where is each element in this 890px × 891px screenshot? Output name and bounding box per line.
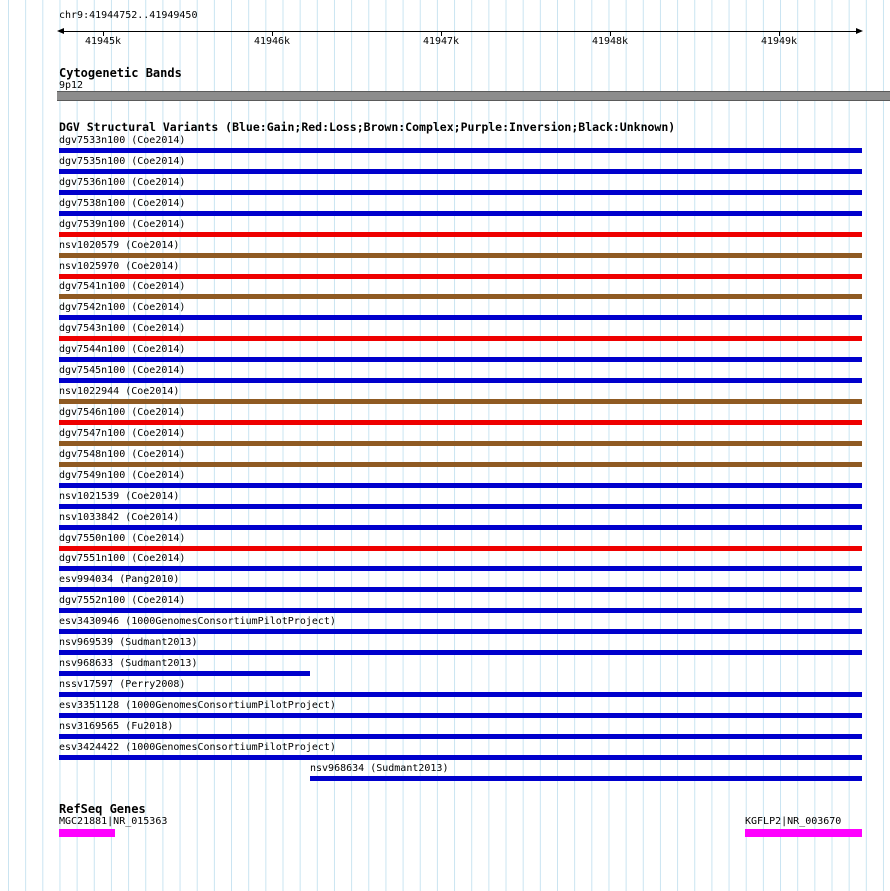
variant-bar[interactable] (59, 441, 862, 446)
variant-row (59, 573, 862, 594)
variant-bar[interactable] (59, 587, 862, 592)
gene-bar[interactable] (59, 829, 115, 837)
ruler-tick (253, 32, 291, 47)
variant-row (59, 260, 862, 281)
variant-row (59, 762, 862, 783)
variant-label[interactable]: nsv1020579 (Coe2014) (59, 239, 180, 251)
variant-label[interactable]: dgv7538n100 (Coe2014) (59, 197, 186, 209)
ruler-tick (84, 32, 122, 47)
variant-bar[interactable] (59, 755, 862, 760)
variant-label[interactable]: dgv7535n100 (Coe2014) (59, 155, 186, 167)
variant-label[interactable]: dgv7549n100 (Coe2014) (59, 469, 186, 481)
variant-row (59, 448, 862, 469)
variant-row (59, 469, 862, 490)
variant-label[interactable]: esv3351128 (1000GenomesConsortiumPilotProject) (59, 699, 336, 711)
variant-label[interactable]: nsv968633 (Sudmant2013) (59, 658, 198, 670)
variant-bar[interactable] (59, 190, 862, 195)
ruler-tick (591, 32, 629, 47)
variant-label[interactable]: dgv7533n100 (Coe2014) (59, 135, 186, 146)
variant-bar[interactable] (59, 650, 862, 655)
variant-bar[interactable] (59, 399, 862, 404)
variant-label[interactable]: dgv7536n100 (Coe2014) (59, 176, 186, 188)
variant-row (59, 197, 862, 218)
variant-row (59, 678, 862, 699)
variant-bar[interactable] (59, 462, 862, 467)
ruler-tick-label: 41946k (253, 36, 291, 47)
variant-label[interactable]: dgv7541n100 (Coe2014) (59, 281, 186, 293)
variant-row (59, 657, 862, 678)
ruler-line (61, 31, 859, 32)
variant-label[interactable]: dgv7550n100 (Coe2014) (59, 532, 186, 544)
variant-label[interactable]: esv994034 (Pang2010) (59, 574, 180, 586)
variant-bar[interactable] (59, 148, 862, 153)
variant-label[interactable]: nsv1033842 (Coe2014) (59, 511, 180, 523)
variant-row (59, 280, 862, 301)
gene-bar[interactable] (745, 829, 862, 837)
variant-bar[interactable] (59, 671, 310, 676)
ruler-right-arrow-icon (856, 28, 863, 34)
variant-row (59, 615, 862, 636)
variant-row (59, 218, 862, 239)
variant-row (59, 427, 862, 448)
variant-row (59, 364, 862, 385)
variant-bar[interactable] (59, 734, 862, 739)
variant-row (59, 636, 862, 657)
variant-row (59, 511, 862, 532)
variant-label[interactable]: dgv7548n100 (Coe2014) (59, 448, 186, 460)
ruler-left-arrow-icon (57, 28, 64, 34)
variant-bar[interactable] (59, 608, 862, 613)
chromosome-position: chr9:41944752..41949450 (59, 10, 198, 21)
gene-track-list (59, 816, 862, 846)
ruler-tick (760, 32, 798, 47)
variant-label[interactable]: dgv7544n100 (Coe2014) (59, 344, 186, 356)
cytoband-name: 9p12 (59, 80, 84, 91)
variant-label[interactable]: dgv7547n100 (Coe2014) (59, 427, 186, 439)
variant-label[interactable]: nsv969539 (Sudmant2013) (59, 637, 198, 649)
cytoband-bar[interactable] (57, 91, 890, 101)
variant-row (59, 552, 862, 573)
variant-bar[interactable] (59, 294, 862, 299)
variant-row (59, 385, 862, 406)
variant-bar[interactable] (310, 776, 862, 781)
ruler-tick-label: 41949k (760, 36, 798, 47)
variant-bar[interactable] (59, 274, 862, 279)
variant-bar[interactable] (59, 378, 862, 383)
dgv-section-title: DGV Structural Variants (Blue:Gain;Red:Loss;Brown:Complex;Purple:Inversion;Black:Unknown) (59, 120, 676, 134)
variant-row (59, 301, 862, 322)
variant-row (59, 343, 862, 364)
variant-label[interactable]: nsv1021539 (Coe2014) (59, 490, 180, 502)
variant-bar[interactable] (59, 253, 862, 258)
variant-bar[interactable] (59, 713, 862, 718)
variant-bar[interactable] (59, 504, 862, 509)
variant-bar[interactable] (59, 336, 862, 341)
variant-label[interactable]: dgv7552n100 (Coe2014) (59, 595, 186, 607)
variant-bar[interactable] (59, 315, 862, 320)
variant-label[interactable]: esv3424422 (1000GenomesConsortiumPilotProject) (59, 741, 336, 753)
variant-bar[interactable] (59, 525, 862, 530)
variant-bar[interactable] (59, 211, 862, 216)
gene-label[interactable]: KGFLP2|NR_003670 (745, 816, 842, 827)
variant-bar[interactable] (59, 629, 862, 634)
variant-row (59, 741, 862, 762)
variant-label[interactable]: dgv7543n100 (Coe2014) (59, 323, 186, 335)
variant-label[interactable]: dgv7546n100 (Coe2014) (59, 406, 186, 418)
variant-bar[interactable] (59, 546, 862, 551)
gene-label[interactable]: MGC21881|NR_015363 (59, 816, 168, 827)
cytobands-section-title: Cytogenetic Bands (59, 66, 182, 80)
variant-bar[interactable] (59, 483, 862, 488)
refseq-section-title: RefSeq Genes (59, 802, 146, 816)
ruler-tick-label: 41947k (422, 36, 460, 47)
variant-row (59, 406, 862, 427)
variant-row (59, 155, 862, 176)
variant-row (59, 720, 862, 741)
variant-label[interactable]: nsv968634 (Sudmant2013) (310, 762, 449, 774)
coordinate-ruler (57, 27, 863, 49)
variant-label[interactable]: esv3430946 (1000GenomesConsortiumPilotProject) (59, 616, 336, 628)
gene-row (59, 816, 167, 828)
variant-row (59, 532, 862, 553)
variant-label[interactable]: nsv3169565 (Fu2018) (59, 720, 174, 732)
variant-row (59, 699, 862, 720)
variant-bar[interactable] (59, 169, 862, 174)
variant-row (59, 322, 862, 343)
variant-row (59, 134, 862, 155)
variant-label[interactable]: nsv1022944 (Coe2014) (59, 386, 180, 398)
variant-bar[interactable] (59, 232, 862, 237)
variant-label[interactable]: nsv1025970 (Coe2014) (59, 260, 180, 272)
ruler-tick (422, 32, 460, 47)
variant-bar[interactable] (59, 692, 862, 697)
variant-bar[interactable] (59, 357, 862, 362)
variant-row (59, 490, 862, 511)
variant-label[interactable]: dgv7542n100 (Coe2014) (59, 302, 186, 314)
variant-bar[interactable] (59, 566, 862, 571)
variant-label[interactable]: nssv17597 (Perry2008) (59, 678, 186, 690)
ruler-tick-label: 41945k (84, 36, 122, 47)
gene-row (745, 816, 841, 828)
variant-label[interactable]: dgv7539n100 (Coe2014) (59, 218, 186, 230)
variant-row (59, 239, 862, 260)
ruler-tick-label: 41948k (591, 36, 629, 47)
variant-label[interactable]: dgv7551n100 (Coe2014) (59, 553, 186, 565)
variant-label[interactable]: dgv7545n100 (Coe2014) (59, 365, 186, 377)
variant-bar[interactable] (59, 420, 862, 425)
variant-track-list (59, 134, 862, 783)
variant-row (59, 176, 862, 197)
variant-row (59, 594, 862, 615)
